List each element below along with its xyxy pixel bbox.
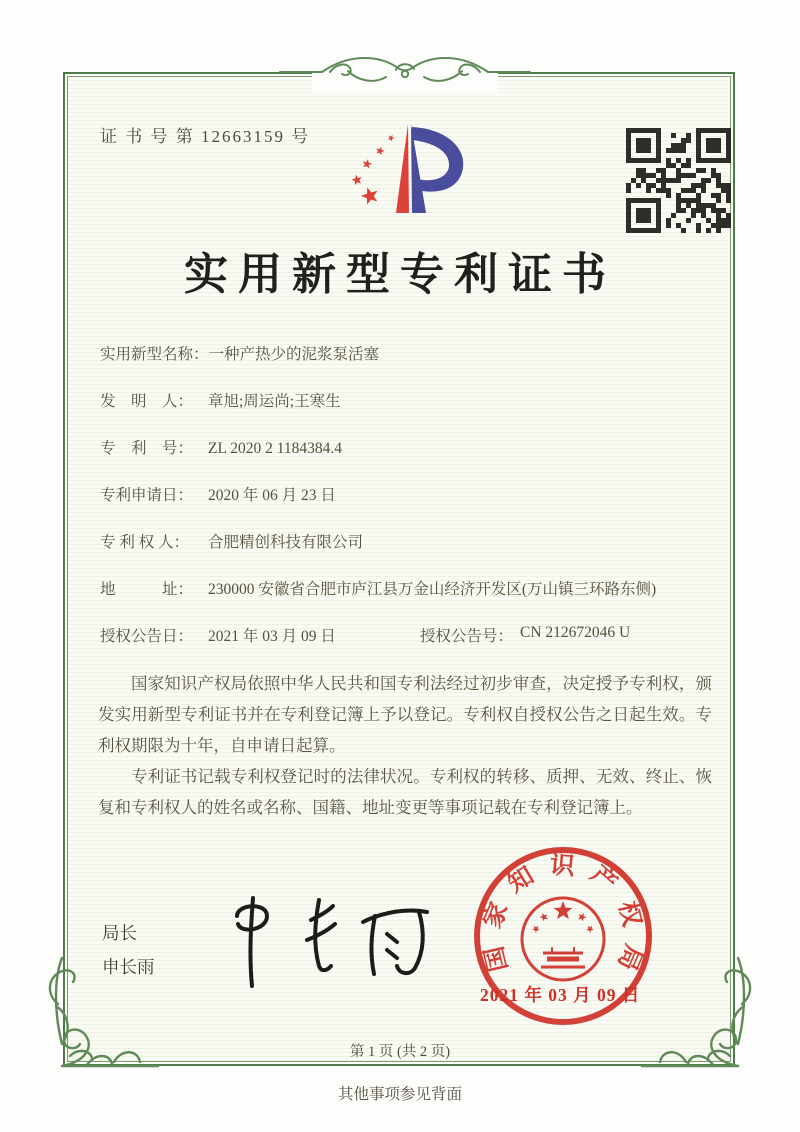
- field-value: 合肥精创科技有限公司: [208, 534, 364, 551]
- seal-date: 2021 年 03 月 09 日: [480, 985, 641, 1005]
- field-label: 地 址：: [100, 581, 194, 598]
- bottom-right-flourish-icon: [640, 952, 760, 1088]
- paragraph-register-statement: 专利证书记载专利权登记时的法律状况。专利权的转移、质押、无效、终止、恢复和专利权人的姓名或名称、国籍、地址变更等事项记载在专利登记簿上。: [98, 767, 712, 817]
- field-value: 2020 年 06 月 23 日: [208, 487, 336, 504]
- legal-text: [98, 668, 712, 823]
- page-number: 第 1 页 (共 2 页): [349, 1044, 451, 1060]
- grant-number-value: CN 212672046 U: [520, 624, 631, 641]
- field-value: 章旭;周运尚;王寒生: [208, 393, 341, 410]
- field-row-address: [100, 577, 712, 603]
- seal-ring-text: 国家知识产权局: [477, 851, 649, 987]
- officer-title: 局长: [102, 923, 137, 943]
- field-row-grant: [100, 624, 712, 650]
- bottom-left-flourish-icon: [40, 952, 160, 1088]
- grant-date-value: 2021 年 03 月 09 日: [208, 628, 336, 645]
- field-label: 发 明 人：: [100, 393, 194, 410]
- certificate-number: 证 书 号 第 12663159 号: [100, 127, 311, 146]
- field-value: ZL 2020 2 1184384.4: [208, 440, 343, 457]
- field-label: 实用新型名称：: [100, 346, 209, 363]
- national-emblem-icon: [522, 898, 604, 980]
- certificate-fields: [100, 342, 712, 671]
- back-side-note: 其他事项参见背面: [337, 1086, 462, 1103]
- field-label: 专利申请日：: [100, 487, 194, 504]
- officer-name: 申长雨: [102, 957, 155, 977]
- field-row-filing-date: [100, 483, 712, 509]
- cnipa-logo-icon: [346, 116, 470, 226]
- field-value: 一种产热少的泥浆泵活塞: [208, 346, 380, 363]
- grant-number-label: 授权公告号：: [420, 628, 514, 645]
- field-row-inventors: [100, 389, 712, 415]
- director-signature-handwriting-icon: [215, 886, 450, 994]
- field-row-patentee: [100, 530, 712, 556]
- field-row-invention-name: [100, 342, 712, 368]
- field-label: 专 利 号：: [100, 440, 194, 457]
- field-row-patent-number: [100, 436, 712, 462]
- field-value: 230000 安徽省合肥市庐江县万金山经济开发区(万山镇三环路东侧): [208, 581, 657, 598]
- qr-code: [626, 128, 731, 233]
- top-border-flourish-icon: [278, 46, 532, 100]
- paragraph-grant-statement: 国家知识产权局依照中华人民共和国专利法经过初步审查，决定授予专利权，颁发实用新型专利证书并在专利登记簿上予以登记。专利权自授权公告之日起生效。专利权期限为十年，自申请日起算。: [98, 674, 712, 755]
- certificate-title: 实用新型专利证书: [184, 250, 616, 299]
- grant-date-label: 授权公告日：: [100, 628, 194, 645]
- field-label: 专 利 权 人：: [100, 534, 190, 551]
